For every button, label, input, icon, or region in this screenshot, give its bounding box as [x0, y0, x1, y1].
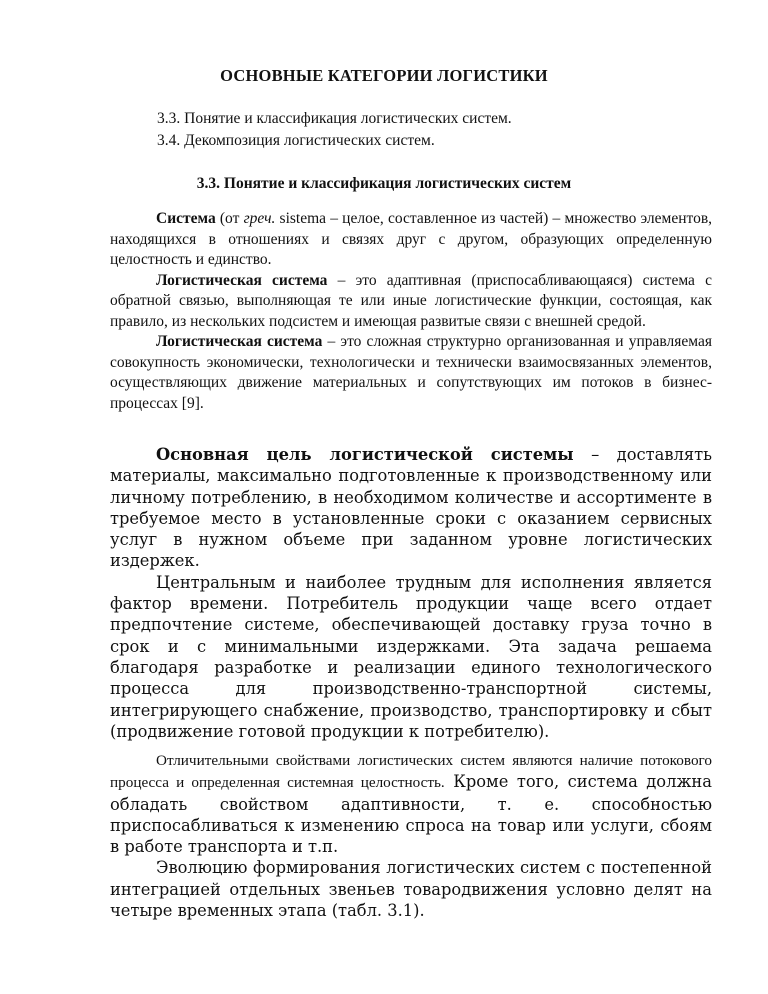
term-logistic-system-2: Логистическая система [156, 333, 323, 350]
paragraph-time-factor: Центральным и наиболее трудным для исполнения является фактор времени. Потребитель продукции чаще всего отдает предпочтение системе, обеспечивающей доставку груза точно в срок и с минимальными издержками. Эта задача решаема благодаря разработке и реализации единого технологического процесса для производственно-транспортной системы, интегрирующего снабжение, производство, транспортировку и сбыт (продвижение готовой продукции к потребителю). [110, 572, 712, 741]
paragraph-evolution: Эволюцию формирования логистических систем с постепенной интеграцией отдельных звеньев товародвижения условно делят на четыре временных этапа (табл. 3.1). [110, 858, 712, 921]
paragraph-properties: Отличительными свойствами логистических систем являются наличие потокового процесса и определенная системная целостность. Кроме того, система должна обладать свойством адаптивности, т. е. способностью приспосабливаться к изменению спроса на товар или услуги, сбоям в работе транспорта и т.п. [110, 752, 712, 857]
term-logistic-system: Логистическая система [156, 271, 328, 289]
paragraph-system-definition: Система (от греч. sistema – целое, составленное из частей) – множество элементов, находящихся в отношениях и связях друг с другом, образующих определенную целостность и единство. [110, 210, 713, 268]
definitions-block [110, 209, 712, 414]
term-main-goal: Основная цель логистической системы [156, 445, 574, 464]
paragraph-main-goal: Основная цель логистической системы – доставлять материалы, максимально подготовленные к производственному или личному потреблению, в необходимом количестве и ассортименте в требуемое место в установленные сроки с оказанием сервисных услуг в нужном объеме при заданном уровне логистических издержек. [110, 445, 712, 571]
properties-block [110, 749, 712, 921]
section-heading: 3.3. Понятие и классификация логистических систем [196, 175, 572, 192]
paragraph-logistic-system-2: Логистическая система – это сложная структурно организованная и управляемая совокупность экономически, технологически и технически взаимосвязанных элементов, осуществляющих движение материальных и сопутствующих им потоков в бизнес-процессах [9]. [110, 333, 712, 412]
toc-item-3-4: 3.4. Декомпозиция логистических систем. [157, 132, 435, 149]
paragraph-logistic-system-1: Логистическая система – это адаптивная (приспосабливающаяся) система с обратной связью, выполняющая те или иные логистические функции, состоящая, как правило, из нескольких подсистем и имеющая развитые связи с внешней средой. [110, 271, 712, 330]
abbr-greek: греч. [243, 210, 276, 227]
term-system: Система [156, 210, 216, 227]
document-title: ОСНОВНЫЕ КАТЕГОРИИ ЛОГИСТИКИ [220, 66, 548, 85]
goal-block [110, 444, 712, 742]
toc-item-3-3: 3.3. Понятие и классификация логистических систем. [157, 110, 512, 127]
